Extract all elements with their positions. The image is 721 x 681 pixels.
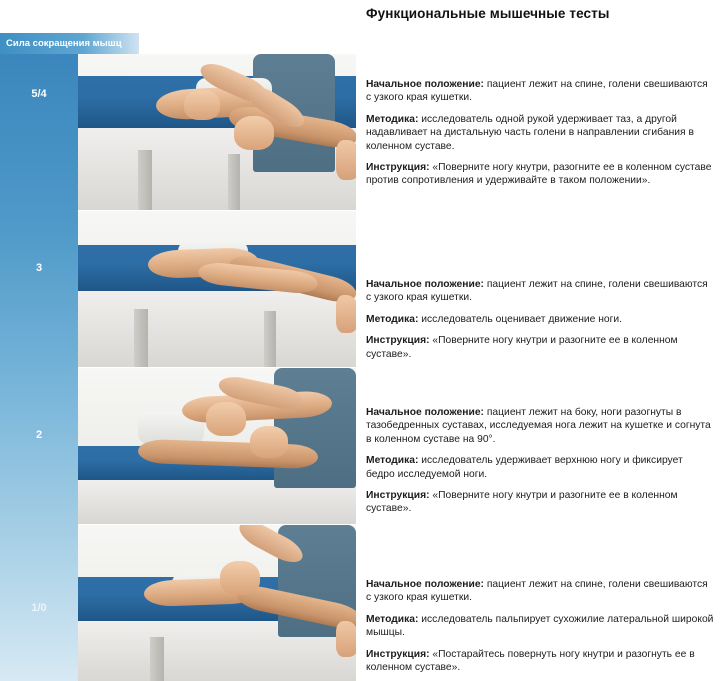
test-description-2	[366, 278, 714, 361]
method-text-2: исследователь оценивает движение ноги.	[418, 313, 623, 325]
instruction-label-1: Инструкция:	[366, 162, 430, 174]
starting-position-3	[366, 406, 714, 446]
instruction-text-2: «Поверните ногу кнутри и разогните ее в коленном суставе».	[366, 335, 678, 360]
starting-position-4	[366, 578, 714, 605]
photo-column	[78, 54, 356, 681]
examiner-hand-on-thigh	[250, 426, 288, 458]
instruction-text-3: «Поверните ногу кнутри и разогните ее в коленном суставе».	[366, 490, 678, 515]
page-title: Функциональные мышечные тесты	[366, 6, 610, 21]
photo-grade-1-0	[78, 525, 356, 681]
examiner-hand-on-pelvis	[184, 90, 220, 120]
method-text-4: исследователь пальпирует сухожилие латеральной широкой мышцы.	[366, 613, 714, 639]
table-leg	[134, 309, 148, 367]
table-leg	[138, 150, 152, 210]
instruction-2	[366, 334, 714, 361]
instruction-3	[366, 489, 714, 516]
test-description-3	[366, 406, 714, 516]
examiner-hand-on-shin	[234, 116, 274, 150]
instruction-label-2: Инструкция:	[366, 335, 430, 347]
method-label-3: Методика:	[366, 455, 419, 467]
examiner-hand-on-knee	[206, 402, 246, 436]
patient-foot	[336, 140, 356, 180]
photo-grade-2	[78, 368, 356, 524]
instruction-text-4: «Постарайтесь повернуть ногу кнутри и разогнуть ее в коленном суставе».	[366, 648, 695, 674]
method-text-3: исследователь удерживает верхнюю ногу и фиксирует бедро исследуемой ноги.	[366, 455, 683, 480]
test-description-1	[366, 78, 714, 188]
table-leg	[228, 154, 240, 210]
patient-foot	[336, 295, 356, 333]
starting-position-2	[366, 278, 714, 305]
method-4	[366, 613, 714, 640]
starting-position-text-4: пациент лежит на спине, голени свешиваются с узкого края кушетки.	[366, 579, 708, 604]
examiner-torso	[274, 368, 356, 488]
photo-scene-4	[78, 525, 356, 681]
starting-position-text-2: пациент лежит на спине, голени свешиваются с узкого края кушетки.	[366, 279, 708, 304]
photo-scene-3	[78, 368, 356, 524]
instruction-text-1: «Поверните ногу кнутри, разогните ее в коленном суставе против сопротивления и удерживайте в таком положении».	[366, 162, 712, 187]
scale-grade-3: 2	[35, 429, 43, 441]
starting-position-label-4: Начальное положение:	[366, 579, 484, 590]
method-3	[366, 454, 714, 481]
method-label-4: Методика:	[366, 613, 419, 625]
photo-grade-5-4	[78, 54, 356, 210]
scale-header: Сила сокращения мышц	[0, 33, 139, 54]
starting-position-label-1: Начальное положение:	[366, 79, 484, 90]
instruction-1	[366, 161, 714, 188]
patient-foot	[336, 621, 356, 657]
examination-table-base	[78, 291, 356, 367]
method-2	[366, 313, 714, 326]
photo-scene-1	[78, 54, 356, 210]
muscle-strength-scale	[0, 54, 78, 681]
method-text-1: исследователь одной рукой удерживает таз, а другой надавливает на дистальную часть голени в направлении сгибания в коленном суставе.	[366, 113, 694, 152]
instruction-label-3: Инструкция:	[366, 490, 430, 502]
starting-position-label-3: Начальное положение:	[366, 407, 484, 418]
starting-position-label-2: Начальное положение:	[366, 279, 484, 290]
photo-scene-2	[78, 211, 356, 367]
table-leg	[150, 637, 164, 681]
starting-position-1	[366, 78, 714, 105]
instruction-label-4: Инструкция:	[366, 648, 430, 660]
instruction-4	[366, 648, 714, 675]
photo-grade-3	[78, 211, 356, 367]
scale-grade-4: 1/0	[31, 602, 47, 614]
method-label-1: Методика:	[366, 113, 419, 125]
scale-grade-2: 3	[35, 262, 43, 274]
starting-position-text-1: пациент лежит на спине, голени свешиваются с узкого края кушетки.	[366, 79, 708, 104]
examiner-palpating-hand	[220, 561, 260, 595]
method-1	[366, 113, 714, 153]
method-label-2: Методика:	[366, 313, 419, 325]
test-description-4	[366, 578, 714, 674]
table-leg	[264, 311, 276, 367]
starting-position-text-3: пациент лежит на боку, ноги разогнуты в тазобедренных суставах, исследуемая нога лежит на кушетке и согнута в коленном суставе на 90°.	[366, 407, 711, 445]
scale-grade-1: 5/4	[31, 88, 47, 100]
